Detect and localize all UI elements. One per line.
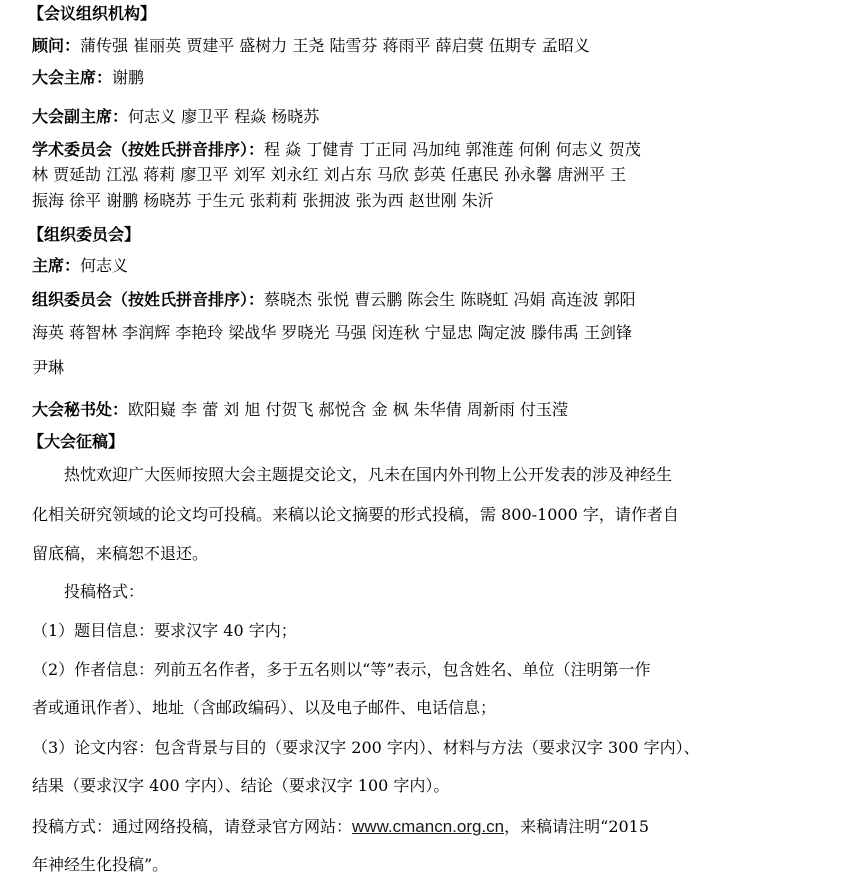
org-chair-line — [32, 256, 128, 276]
academic-line-1 — [32, 140, 641, 160]
vice-chair-label: 大会副主席： — [32, 107, 129, 126]
call-paragraph-line-2: 化相关研究领域的论文均可投稿。来稿以论文摘要的形式投稿，需 800-1000 字，请作者自 — [32, 505, 679, 524]
vice-chair-names: 何志义 廖卫平 程焱 杨晓苏 — [128, 107, 320, 126]
advisors-label: 顾问： — [32, 36, 81, 55]
secretariat-names: 欧阳嶷 李 蕾 刘 旭 付贺飞 郝悦含 金 枫 朱华倩 周新雨 付玉滢 — [128, 400, 568, 419]
org-heading: 【会议组织机构】 — [28, 4, 157, 23]
secretariat-label: 大会秘书处： — [32, 400, 129, 419]
call-paragraph-line-3: 留底稿，来稿恕不退还。 — [32, 544, 209, 563]
submit-prefix: 投稿方式：通过网络投稿，请登录官方网站： — [32, 817, 353, 836]
org-chair-label: 主席： — [32, 256, 81, 275]
format-item-1: （1）题目信息：要求汉字 40 字内； — [32, 621, 297, 640]
submit-line-1 — [32, 817, 649, 837]
org-members-names-1: 蔡晓杰 张悦 曹云鹏 陈会生 陈晓虹 冯娟 高连波 郭阳 — [264, 290, 636, 309]
advisors-line — [32, 36, 590, 56]
advisors-names: 蒲传强 崔丽英 贾建平 盛树力 王尧 陆雪芬 蒋雨平 薛启蓂 伍期专 孟昭义 — [80, 36, 590, 55]
chair-line — [32, 68, 144, 88]
org-committee-heading: 【组织委员会】 — [28, 225, 141, 244]
org-chair-name: 何志义 — [80, 256, 129, 275]
website-link[interactable]: www.cmancn.org.cn — [352, 817, 505, 836]
chair-name: 谢鹏 — [112, 68, 145, 87]
format-item-2-line-1: （2）作者信息：列前五名作者，多于五名则以“等”表示，包含姓名、单位（注明第一作 — [32, 660, 651, 679]
format-item-3-line-1: （3）论文内容：包含背景与目的（要求汉字 200 字内）、材料与方法（要求汉字 300 字内）、 — [32, 738, 700, 757]
submit-line-2: 年神经生化投稿”。 — [32, 855, 169, 874]
format-item-3-line-2: 结果（要求汉字 400 字内）、结论（要求汉字 100 字内）。 — [32, 776, 450, 795]
submit-suffix: ，来稿请注明“2015 — [504, 817, 650, 836]
call-heading: 【大会征稿】 — [28, 432, 125, 451]
academic-label: 学术委员会（按姓氏拼音排序）： — [32, 140, 265, 159]
org-members-line-2: 海英 蒋智林 李润辉 李艳玲 梁战华 罗晓光 马强 闵连秋 宁显忠 陶定波 滕伟禹 王剑锋 — [32, 323, 632, 342]
org-members-line-3: 尹琳 — [32, 358, 65, 377]
format-heading: 投稿格式： — [64, 582, 145, 601]
call-paragraph-line-1: 热忱欢迎广大医师按照大会主题提交论文，凡未在国内外刊物上公开发表的涉及神经生 — [64, 465, 673, 484]
academic-line-3: 振海 徐平 谢鹏 杨晓苏 于生元 张莉莉 张拥波 张为西 赵世刚 朱沂 — [32, 191, 494, 210]
org-members-label: 组织委员会（按姓氏拼音排序）： — [32, 290, 265, 309]
format-item-2-line-2: 者或通讯作者）、地址（含邮政编码）、以及电子邮件、电话信息； — [32, 698, 497, 717]
chair-label: 大会主席： — [32, 68, 113, 87]
academic-names-1: 程 焱 丁健青 丁正同 冯加纯 郭淮莲 何俐 何志义 贺茂 — [264, 140, 641, 159]
academic-line-2: 林 贾延劼 江泓 蒋莉 廖卫平 刘军 刘永红 刘占东 马欣 彭英 任惠民 孙永馨 唐洲平 王 — [32, 165, 627, 184]
secretariat-line — [32, 400, 568, 420]
org-members-line-1 — [32, 290, 636, 310]
vice-chair-line — [32, 107, 319, 127]
